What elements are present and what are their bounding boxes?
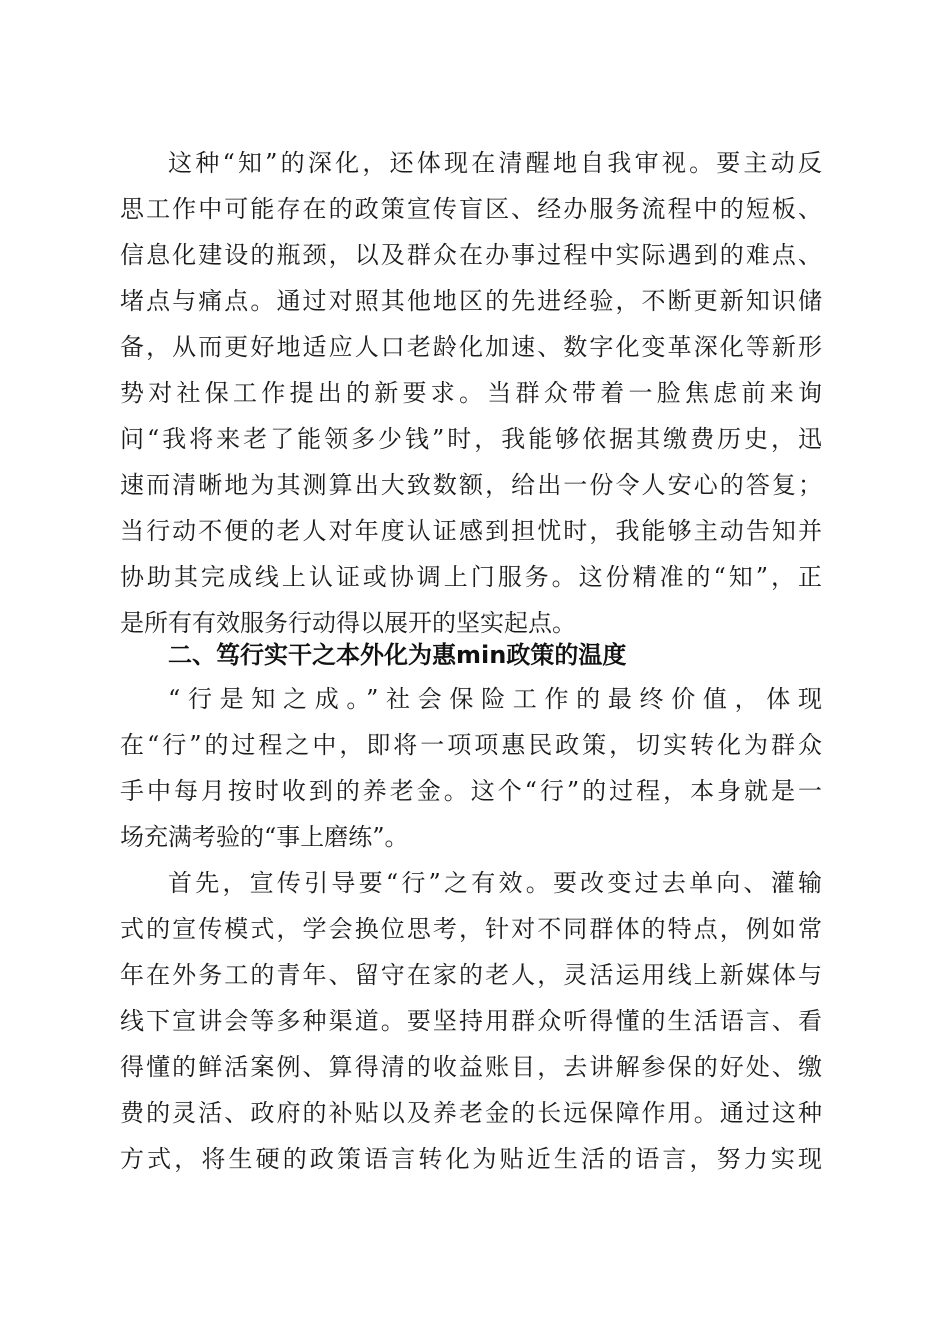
paragraph-line: 场充满考验的“事上磨练”。 (120, 823, 409, 851)
paragraph-line: 速而清晰地为其测算出大致数额，给出一份令人安心的答复； (120, 471, 822, 499)
paragraph-line: 思工作中可能存在的政策宣传盲区、经办服务流程中的短板、 (120, 195, 822, 223)
paragraph-line: 得懂的鲜活案例、算得清的收益账目，去讲解参保的好处、缴 (120, 1053, 822, 1081)
paragraph-line: 势对社保工作提出的新要求。当群众带着一脸焦虑前来询 (120, 379, 822, 407)
paragraph-line: 线下宣讲会等多种渠道。要坚持用群众听得懂的生活语言、看 (120, 1007, 822, 1035)
paragraph-line: 首先，宣传引导要“行”之有效。要改变过去单向、灌输 (168, 869, 822, 897)
paragraph-line: 信息化建设的瓶颈，以及群众在办事过程中实际遇到的难点、 (120, 241, 822, 269)
paragraph-line: 堵点与痛点。通过对照其他地区的先进经验，不断更新知识储 (120, 287, 822, 315)
paragraph-line: 问“我将来老了能领多少钱”时，我能够依据其缴费历史，迅 (120, 425, 822, 453)
paragraph-line: 这种“知”的深化，还体现在清醒地自我审视。要主动反 (168, 149, 822, 177)
paragraph-line: 在“行”的过程之中，即将一项项惠民政策，切实转化为群众 (120, 731, 822, 759)
section-heading: 二、笃行实干之本外化为惠min政策的温度 (168, 641, 627, 669)
paragraph-line: 当行动不便的老人对年度认证感到担忧时，我能够主动告知并 (120, 517, 822, 545)
paragraph-line: 式的宣传模式，学会换位思考，针对不同群体的特点，例如常 (120, 915, 822, 943)
paragraph-line: 手中每月按时收到的养老金。这个“行”的过程，本身就是一 (120, 777, 822, 805)
paragraph-line: “行是知之成。”社会保险工作的最终价值，体现 (168, 685, 822, 713)
paragraph-line: 协助其完成线上认证或协调上门服务。这份精准的“知”，正 (120, 563, 822, 591)
paragraph-line: 方式，将生硬的政策语言转化为贴近生活的语言，努力实现 (120, 1145, 822, 1173)
paragraph-line: 是所有有效服务行动得以展开的坚实起点。 (120, 609, 576, 637)
paragraph-line: 费的灵活、政府的补贴以及养老金的长远保障作用。通过这种 (120, 1099, 822, 1127)
paragraph-line: 备，从而更好地适应人口老龄化加速、数字化变革深化等新形 (120, 333, 822, 361)
paragraph-line: 年在外务工的青年、留守在家的老人，灵活运用线上新媒体与 (120, 961, 822, 989)
